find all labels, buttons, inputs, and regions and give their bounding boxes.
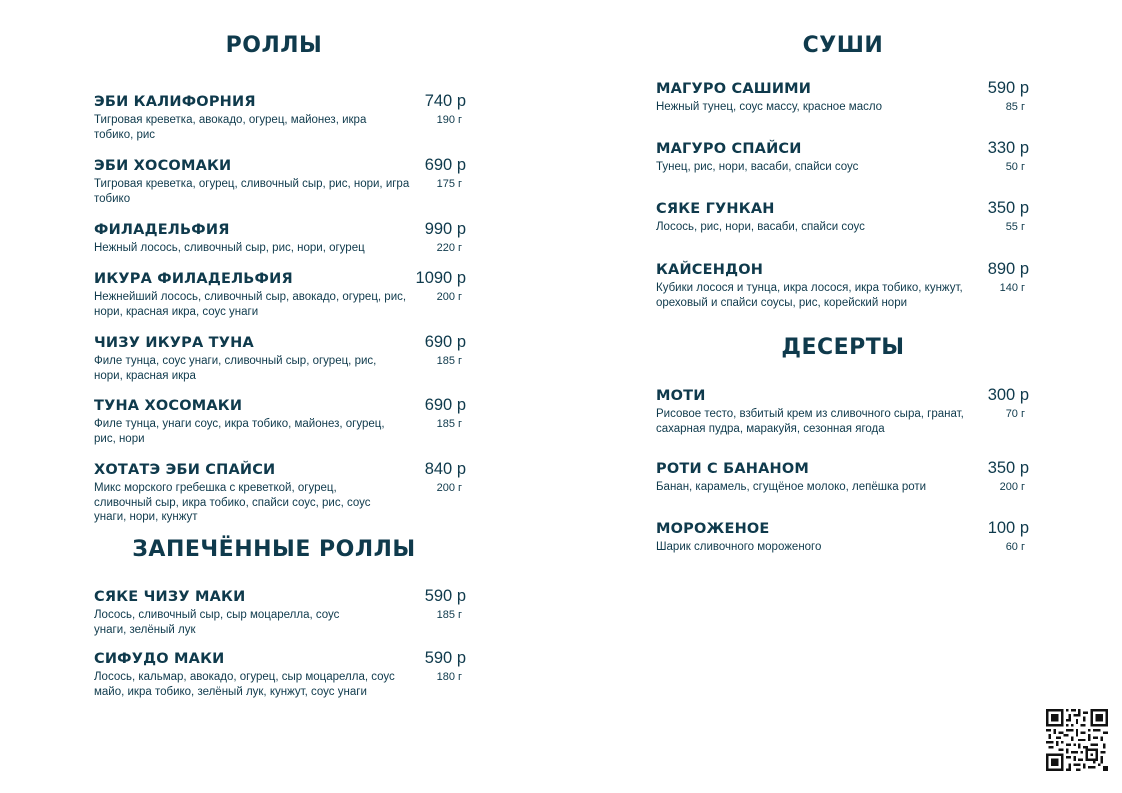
item-weight: 200 г [436, 482, 462, 494]
menu-item [656, 519, 1029, 555]
item-description: Нежный тунец, соус массу, красное масло [656, 101, 883, 113]
item-description: Рисовое тесто, взбитый крем из сливочного сыра, гранат, сахарная пудра, маракуйя, сезонная ягода [656, 408, 964, 435]
item-weight: 50 г [1005, 161, 1025, 173]
item-price: 590 р [424, 649, 466, 667]
item-weight: 85 г [1005, 101, 1025, 113]
item-weight: 180 г [436, 671, 462, 683]
item-price: 350 р [987, 199, 1029, 217]
item-price: 1090 р [415, 269, 466, 287]
menu-item [656, 459, 1029, 495]
item-description: Кубики лосося и тунца, икра лосося, икра тобико, кунжут, ореховый и спайси соусы, рис, корейский нори [656, 282, 963, 309]
item-description: Лосось, рис, нори, васаби, спайси соус [656, 221, 865, 233]
item-name: ТУНА ХОСОМАКИ [94, 398, 243, 414]
item-name: ХОТАТЭ ЭБИ СПАЙСИ [94, 462, 276, 478]
item-price: 300 р [987, 386, 1029, 404]
menu-item [94, 587, 466, 637]
item-weight: 185 г [436, 609, 462, 621]
menu-item [94, 92, 466, 142]
item-price: 350 р [987, 459, 1029, 477]
item-name: СЯКЕ ГУНКАН [656, 201, 775, 217]
item-name: ЭБИ КАЛИФОРНИЯ [94, 94, 256, 110]
menu-item [94, 269, 466, 319]
item-description: Нежный лосось, сливочный сыр, рис, нори, огурец [94, 242, 365, 254]
qr-code-icon [1046, 709, 1108, 771]
menu-item [656, 199, 1029, 235]
item-description: Тигровая креветка, авокадо, огурец, майонез, икра тобико, рис [94, 114, 367, 141]
item-name: ЧИЗУ ИКУРА ТУНА [94, 335, 254, 351]
item-description: Тигровая креветка, огурец, сливочный сыр, рис, нори, игра тобико [94, 178, 410, 205]
item-weight: 70 г [1005, 408, 1025, 420]
item-name: МОРОЖЕНОЕ [656, 521, 770, 537]
item-price: 690 р [424, 156, 466, 174]
item-price: 890 р [987, 260, 1029, 278]
item-name: РОТИ С БАНАНОМ [656, 461, 810, 477]
item-weight: 60 г [1005, 541, 1025, 553]
menu-item [94, 649, 466, 699]
item-description: Лосось, кальмар, авокадо, огурец, сыр моцарелла, соус майо, икра тобико, зелёный лук, кунжут, соус унаги [94, 671, 395, 698]
item-name: МОТИ [656, 388, 706, 404]
menu-item [94, 220, 466, 256]
menu-item [656, 260, 1029, 310]
item-name: МАГУРО САШИМИ [656, 81, 812, 97]
item-price: 590 р [424, 587, 466, 605]
item-weight: 140 г [999, 282, 1025, 294]
item-name: ФИЛАДЕЛЬФИЯ [94, 222, 230, 238]
menu-item [94, 333, 466, 383]
item-price: 690 р [424, 333, 466, 351]
item-weight: 185 г [436, 355, 462, 367]
item-description: Шарик сливочного мороженого [656, 541, 822, 553]
item-name: МАГУРО СПАЙСИ [656, 141, 802, 157]
item-description: Тунец, рис, нори, васаби, спайси соус [656, 161, 859, 173]
item-weight: 175 г [436, 178, 462, 190]
item-description: Банан, карамель, сгущёное молоко, лепёшка роти [656, 481, 927, 493]
item-name: СЯКЕ ЧИЗУ МАКИ [94, 589, 246, 605]
menu-item [656, 386, 1029, 436]
menu-item [94, 460, 466, 525]
item-description: Микс морского гребешка с креветкой, огурец, сливочный сыр, икра тобико, спайси соус, рис, соус унаги, нори, кунжут [94, 482, 371, 523]
item-price: 740 р [424, 92, 466, 110]
item-description: Филе тунца, соус унаги, сливочный сыр, огурец, рис, нори, красная икра [94, 355, 377, 382]
menu-item [94, 156, 466, 206]
item-price: 690 р [424, 396, 466, 414]
item-price: 100 р [987, 519, 1029, 537]
item-description: Филе тунца, унаги соус, икра тобико, майонез, огурец, рис, нори [94, 418, 385, 445]
menu-item [656, 139, 1029, 175]
item-weight: 190 г [436, 114, 462, 126]
item-name: ИКУРА ФИЛАДЕЛЬФИЯ [94, 271, 293, 287]
item-price: 990 р [424, 220, 466, 238]
menu-item [656, 79, 1029, 115]
item-weight: 55 г [1005, 221, 1025, 233]
item-name: КАЙСЕНДОН [656, 262, 764, 278]
item-name: СИФУДО МАКИ [94, 651, 225, 667]
item-description: Лосось, сливочный сыр, сыр моцарелла, соус унаги, зелёный лук [94, 609, 340, 636]
item-description: Нежнейший лосось, сливочный сыр, авокадо, огурец, рис, нори, красная икра, соус унаги [94, 291, 407, 318]
item-price: 590 р [987, 79, 1029, 97]
desserts-section-title: ДЕСЕРТЫ [781, 335, 905, 360]
item-price: 840 р [424, 460, 466, 478]
item-name: ЭБИ ХОСОМАКИ [94, 158, 232, 174]
menu-item [94, 396, 466, 446]
item-weight: 185 г [436, 418, 462, 430]
rolls-section-title: РОЛЛЫ [225, 33, 323, 58]
baked-rolls-section-title: ЗАПЕЧЁННЫЕ РОЛЛЫ [132, 537, 416, 562]
sushi-section-title: СУШИ [802, 33, 884, 58]
item-weight: 220 г [436, 242, 462, 254]
item-weight: 200 г [436, 291, 462, 303]
item-price: 330 р [987, 139, 1029, 157]
item-weight: 200 г [999, 481, 1025, 493]
